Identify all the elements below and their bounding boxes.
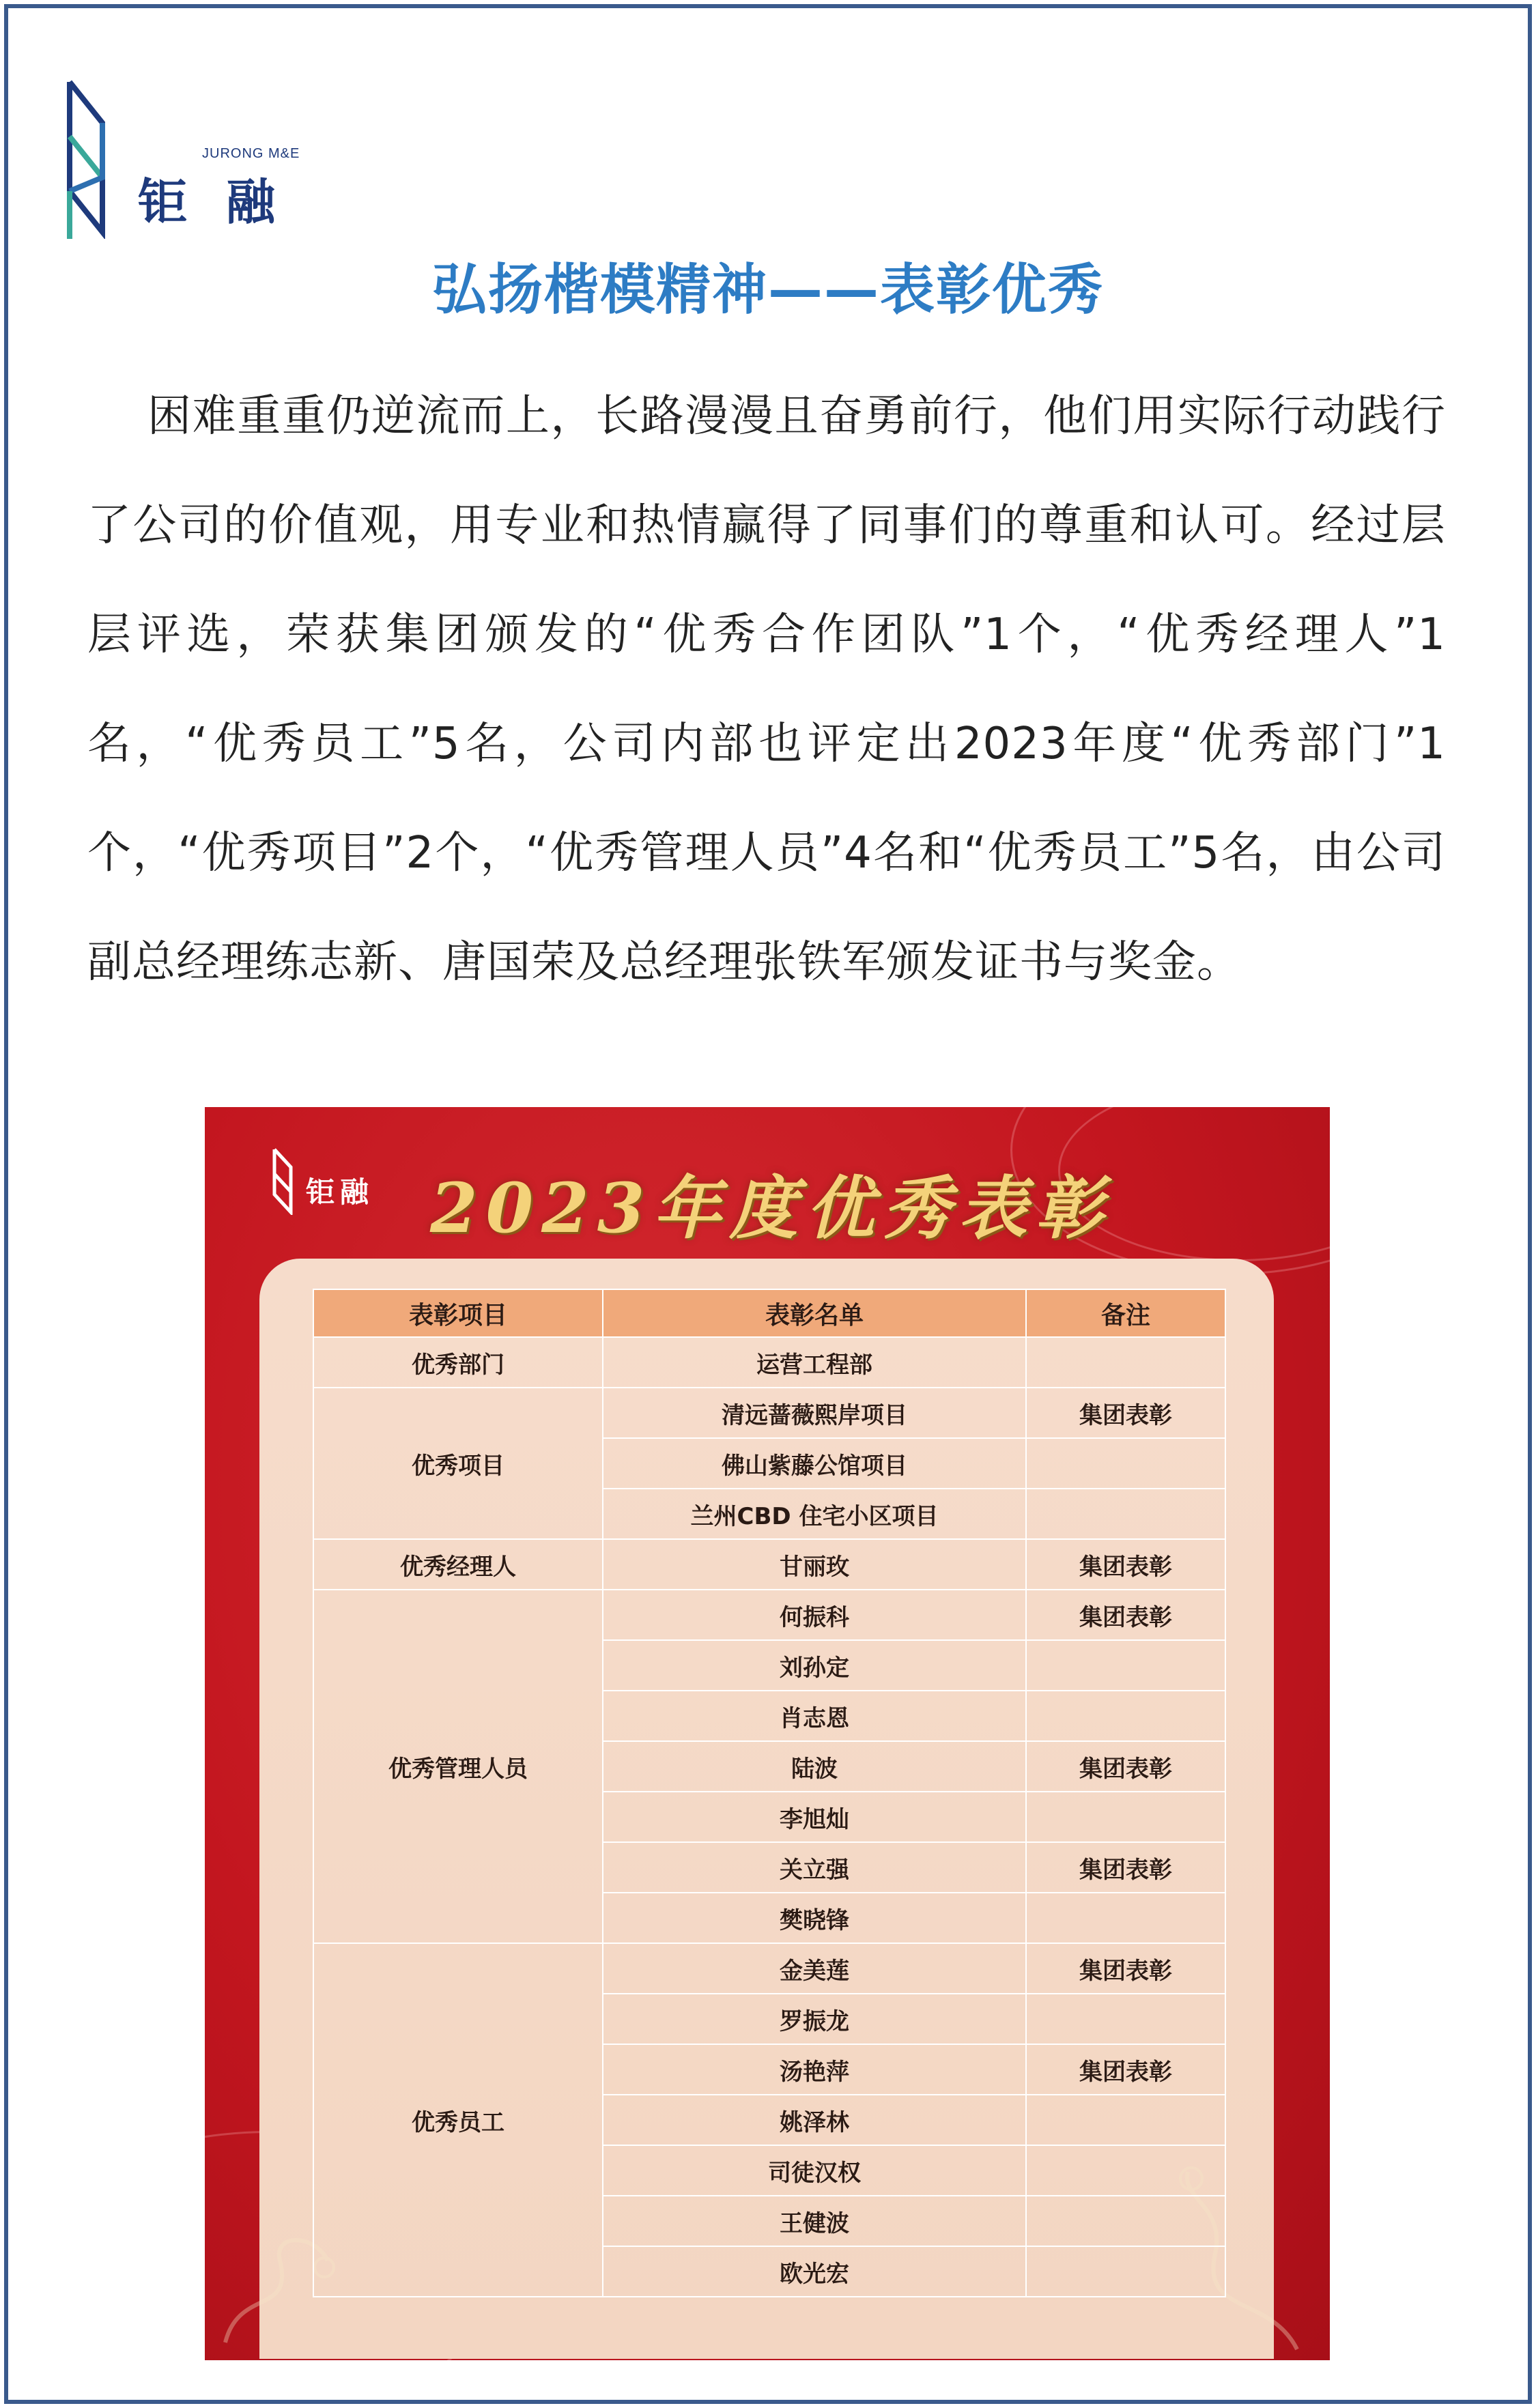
award-category: 优秀经理人 <box>313 1539 603 1590</box>
awardee-name: 欧光宏 <box>603 2246 1026 2297</box>
award-note <box>1026 2145 1225 2196</box>
award-note: 集团表彰 <box>1026 1943 1225 1994</box>
award-category: 优秀部门 <box>313 1337 603 1388</box>
award-note <box>1026 1994 1225 2044</box>
jurong-logo-icon <box>61 75 137 239</box>
awardee-name: 樊晓锋 <box>603 1893 1026 1943</box>
award-note <box>1026 1893 1225 1943</box>
header-notes: 备注 <box>1026 1289 1225 1337</box>
header-names: 表彰名单 <box>603 1289 1026 1337</box>
awardee-name: 关立强 <box>603 1842 1026 1893</box>
awardee-name: 刘孙定 <box>603 1640 1026 1691</box>
poster-logo-icon <box>270 1147 298 1215</box>
awardee-name: 兰州CBD 住宅小区项目 <box>603 1489 1026 1539</box>
awardee-name: 姚泽林 <box>603 2095 1026 2145</box>
table-row <box>313 1337 1225 1388</box>
award-category: 优秀管理人员 <box>313 1590 603 1943</box>
article-paragraph: 困难重重仍逆流而上，长路漫漫且奋勇前行，他们用实际行动践行了公司的价值观，用专业和热情赢得了同事们的尊重和认可。经过层层评选，荣获集团颁发的“优秀合作团队”1个，“优秀经理人”1名，“优秀员工”5名，公司内部也评定出2023年度“优秀部门”1个，“优秀项目”2个，“优秀管理人员”4名和“优秀员工”5名，由公司副总经理练志新、唐国荣及总经理张铁军颁发证书与奖金。 <box>87 391 1446 988</box>
awardee-name: 肖志恩 <box>603 1691 1026 1741</box>
award-note <box>1026 1640 1225 1691</box>
award-category: 优秀项目 <box>313 1388 603 1539</box>
article-title: 弘扬楷模精神——表彰优秀 <box>432 258 1104 321</box>
table-row <box>313 1388 1225 1438</box>
awardee-name: 王健波 <box>603 2196 1026 2246</box>
table-header-row <box>313 1289 1225 1337</box>
award-note <box>1026 1438 1225 1489</box>
awardee-name: 何振科 <box>603 1590 1026 1640</box>
award-note: 集团表彰 <box>1026 2044 1225 2095</box>
awardee-name: 清远蔷薇熙岸项目 <box>603 1388 1026 1438</box>
awardee-name: 金美莲 <box>603 1943 1026 1994</box>
table-row <box>313 1539 1225 1590</box>
award-note: 集团表彰 <box>1026 1590 1225 1640</box>
award-note <box>1026 2246 1225 2297</box>
award-note <box>1026 1337 1225 1388</box>
table-row <box>313 1943 1225 1994</box>
logo-chinese: 钜 融 <box>138 173 287 231</box>
header-category: 表彰项目 <box>313 1289 603 1337</box>
awards-table <box>313 1289 1226 2297</box>
award-category: 优秀员工 <box>313 1943 603 2297</box>
table-row <box>313 1590 1225 1640</box>
awardee-name: 运营工程部 <box>603 1337 1026 1388</box>
awardee-name: 陆波 <box>603 1741 1026 1792</box>
award-note: 集团表彰 <box>1026 1842 1225 1893</box>
poster-logo-text: 钜融 <box>306 1175 375 1209</box>
awardee-name: 司徒汉权 <box>603 2145 1026 2196</box>
poster-headline: 2023年度优秀表彰 <box>430 1168 1112 1248</box>
awardee-name: 李旭灿 <box>603 1792 1026 1842</box>
award-note: 集团表彰 <box>1026 1388 1225 1438</box>
award-note <box>1026 2095 1225 2145</box>
award-note <box>1026 1792 1225 1842</box>
awardee-name: 汤艳萍 <box>603 2044 1026 2095</box>
award-note: 集团表彰 <box>1026 1539 1225 1590</box>
jurong-logo <box>61 75 307 239</box>
award-note <box>1026 2196 1225 2246</box>
awardee-name: 罗振龙 <box>603 1994 1026 2044</box>
awardee-name: 佛山紫藤公馆项目 <box>603 1438 1026 1489</box>
logo-english: JURONG M&E <box>202 146 300 161</box>
award-note: 集团表彰 <box>1026 1741 1225 1792</box>
award-note <box>1026 1691 1225 1741</box>
awards-poster <box>205 1107 1330 2360</box>
award-note <box>1026 1489 1225 1539</box>
awardee-name: 甘丽玫 <box>603 1539 1026 1590</box>
